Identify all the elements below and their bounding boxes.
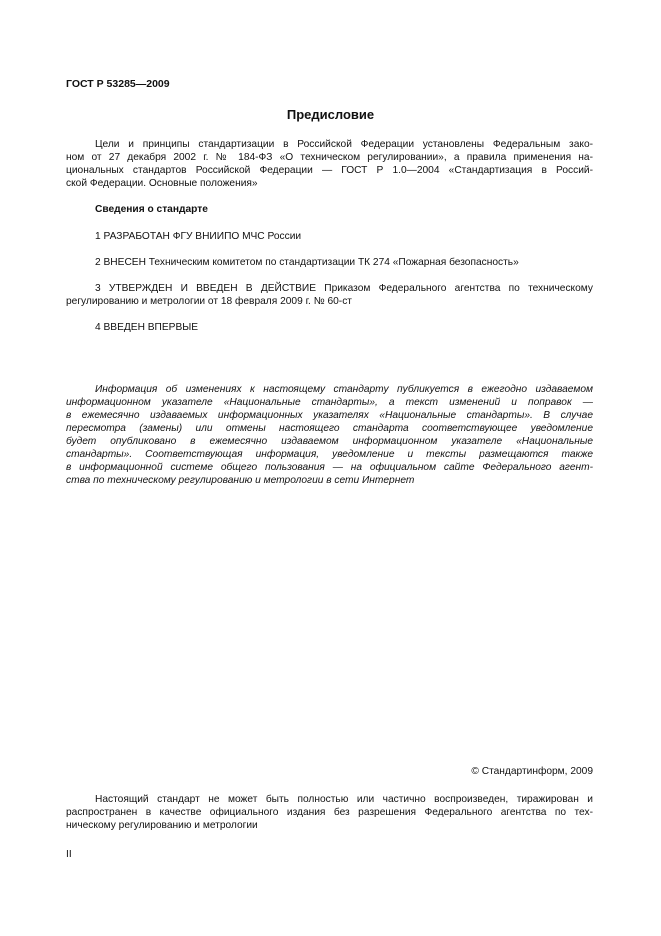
- info-item-3-line-1: 3 УТВЕРЖДЕН И ВВЕДЕН В ДЕЙСТВИЕ Приказом Федерального агентства по техническому: [95, 283, 593, 294]
- page-title: Предисловие: [286, 107, 375, 122]
- notice-line-2: информационном указателе «Национальные стандарты», а текст изменений и поправок —: [66, 397, 593, 408]
- notice-line-3: в ежемесячно издаваемых информационных указателях «Национальные стандарты». В случае: [66, 410, 593, 421]
- reproduction-line-2: распространен в качестве официального издания без разрешения Федерального агентства по тех-: [66, 807, 593, 818]
- info-item-4: 4 ВВЕДЕН ВПЕРВЫЕ: [95, 322, 199, 333]
- page-number: II: [66, 849, 72, 860]
- info-heading: Сведения о стандарте: [95, 204, 208, 215]
- notice-line-6: стандарты». Соответствующая информация, уведомление и тексты размещаются также: [66, 449, 593, 460]
- reproduction-line-1: Настоящий стандарт не может быть полностью или частично воспроизведен, тиражирован и: [95, 794, 593, 805]
- info-item-3-line-2: регулированию и метрологии от 18 февраля 2009 г. № 60-ст: [66, 296, 352, 307]
- notice-line-5: будет опубликовано в ежемесячно издаваемом информационном указателе «Национальные: [66, 436, 593, 447]
- intro-line-3: циональных стандартов Российской Федерации — ГОСТ Р 1.0—2004 «Стандартизация в Россий-: [66, 165, 593, 176]
- notice-line-7: в информационной системе общего пользования — на официальном сайте Федерального агент-: [66, 462, 593, 473]
- reproduction-line-3: ническому регулированию и метрологии: [66, 820, 258, 831]
- copyright-notice: © Стандартинформ, 2009: [471, 766, 593, 777]
- notice-line-4: пересмотра (замены) или отмены настоящего стандарта соответствующее уведомление: [66, 423, 593, 434]
- notice-line-1: Информация об изменениях к настоящему стандарту публикуется в ежегодно издаваемом: [95, 384, 593, 395]
- notice-line-8: ства по техническому регулированию и метрологии в сети Интернет: [66, 475, 415, 486]
- info-item-2: 2 ВНЕСЕН Техническим комитетом по стандартизации ТК 274 «Пожарная безопасность»: [95, 257, 519, 268]
- document-header: ГОСТ Р 53285—2009: [66, 78, 170, 90]
- intro-line-1: Цели и принципы стандартизации в Российской Федерации установлены Федеральным зако-: [95, 139, 593, 150]
- intro-line-2: ном от 27 декабря 2002 г. № 184-ФЗ «О техническом регулировании», а правила применения на-: [66, 152, 593, 163]
- info-item-1: 1 РАЗРАБОТАН ФГУ ВНИИПО МЧС России: [95, 231, 302, 242]
- intro-line-4: ской Федерации. Основные положения»: [66, 178, 258, 189]
